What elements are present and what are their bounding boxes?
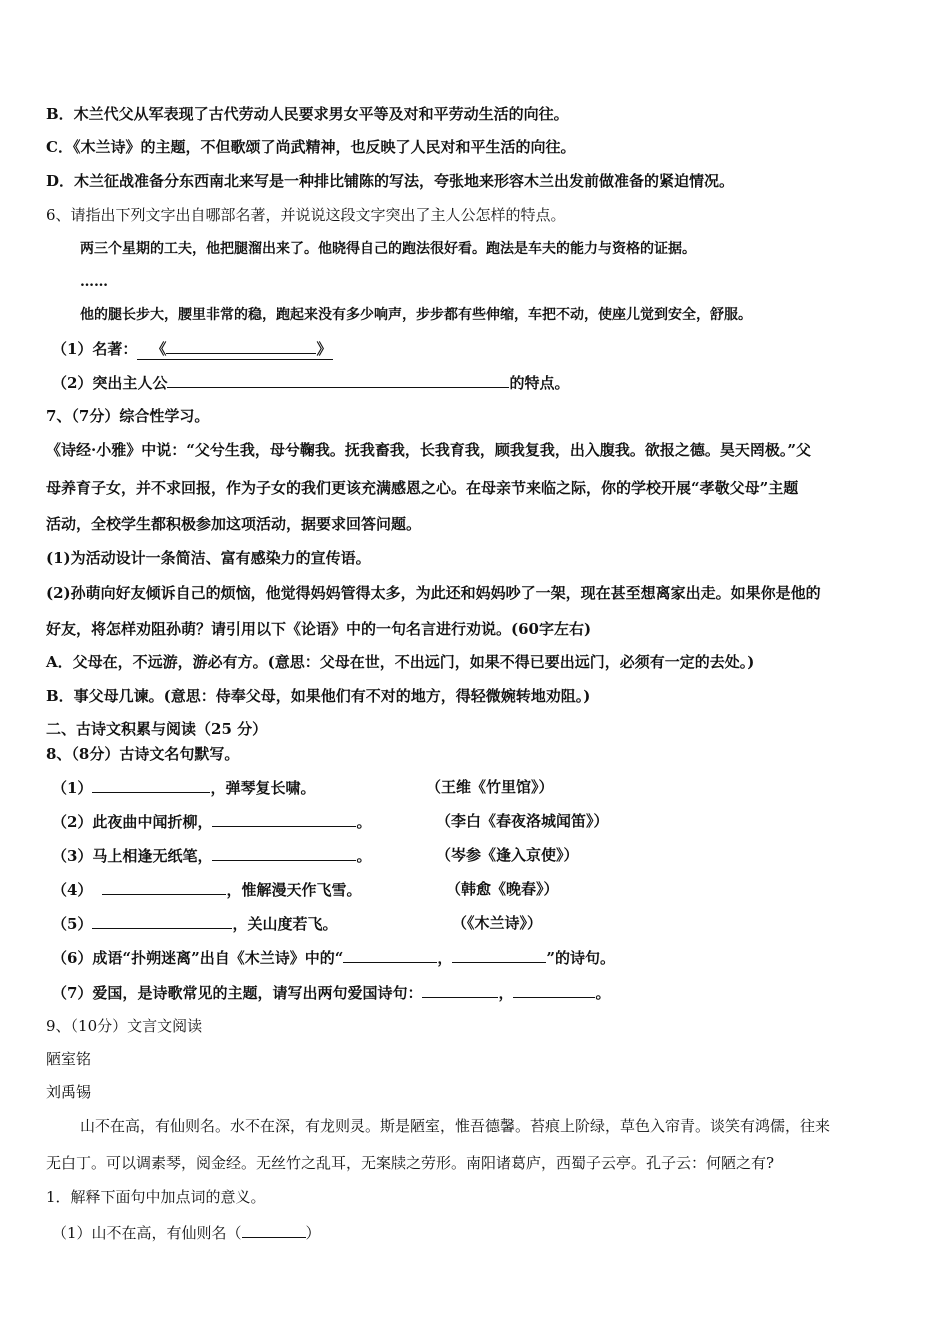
q8-row5-blank[interactable] (92, 913, 232, 929)
q8-row2 (52, 811, 371, 832)
q7-sub2-line1: (2)孙萌向好友倾诉自己的烦恼，他觉得妈妈管得太多，为此还和妈妈吵了一架，现在甚至想离家出走。如果你是他的 (46, 584, 821, 602)
q8-row6-comma: ， (437, 949, 453, 967)
q7-option-a: A．父母在，不远游，游必有方。(意思：父母在世，不出远门，如果不得已要出远门，必须有一定的去处。) (46, 653, 755, 671)
q8-row3-end: 。 (356, 847, 372, 865)
q6-item1 (52, 339, 333, 360)
q8-row6-blank1[interactable] (343, 947, 437, 963)
q7-paragraph-line1: 《诗经·小雅》中说：“父兮生我，母兮鞠我。抚我畜我，长我育我，顾我复我，出入腹我。欲报之德。昊天罔极。”父 (46, 441, 811, 459)
q8-row7 (52, 982, 610, 1003)
q8-row2-source: （李白《春夜洛城闻笛》） (436, 812, 609, 830)
q6-character-blank[interactable] (167, 372, 509, 388)
q8-row6 (52, 947, 615, 968)
q8-row6-text: （6）成语“扑朔迷离”出自《木兰诗》中的“ (52, 949, 344, 967)
q8-row7-blank1[interactable] (422, 982, 498, 998)
q6-ellipsis: …… (80, 274, 108, 290)
q8-row2-end: 。 (356, 813, 372, 831)
q6-book-open-mark: 《 (151, 340, 167, 358)
q8-row7-blank2[interactable] (513, 982, 595, 998)
q8-row2-blank[interactable] (212, 811, 356, 827)
q9-text-line1: 山不在高，有仙则名。水不在深，有龙则灵。斯是陋室，惟吾德馨。苔痕上阶绿，草色入帘青。谈笑有鸿儒，往来 (80, 1117, 831, 1135)
q8-row1-text: ，弹琴复长啸。 (210, 779, 316, 797)
q6-item2-tail: 的特点。 (509, 374, 570, 392)
q8-row5-source: （《木兰诗》） (452, 914, 543, 932)
q6-passage-line2: 他的腿长步大，腰里非常的稳，跑起来没有多少响声，步步都有些伸缩，车把不动，使座儿觉到安全，舒服。 (80, 307, 752, 323)
q8-row3-text: （3）马上相逢无纸笔， (52, 847, 213, 865)
q9-text-line2: 无白丁。可以调素琴，阅金经。无丝竹之乱耳，无案牍之劳形。南阳诸葛庐，西蜀子云亭。孔子云：何陋之有? (46, 1154, 775, 1172)
q9-sub1: 1．解释下面句中加点词的意义。 (46, 1188, 266, 1206)
q9-title: 陋室铭 (46, 1050, 92, 1068)
q9-stem: 9、（10分）文言文阅读 (46, 1017, 203, 1035)
q6-passage-line1: 两三个星期的工夫，他把腿溜出来了。他晓得自己的跑法很好看。跑法是车夫的能力与资格的证据。 (80, 241, 696, 257)
q8-row1-blank[interactable] (92, 777, 210, 793)
q8-row7-comma: ， (498, 984, 514, 1002)
q5-option-d: D．木兰征战准备分东西南北来写是一种排比铺陈的写法，夸张地来形容木兰出发前做准备的紧迫情况。 (46, 172, 735, 190)
q8-stem: 8、（8分）古诗文名句默写。 (46, 745, 240, 763)
q5-option-c: C．《木兰诗》的主题，不但歌颂了尚武精神，也反映了人民对和平生活的向往。 (46, 138, 576, 156)
q9-sub1-item1 (52, 1222, 321, 1243)
q6-book-close-mark: 》 (316, 340, 332, 358)
q6-item1-label: （1）名著： (52, 340, 138, 358)
q6-item2-label: （2）突出主人公 (52, 374, 168, 392)
q8-row5-num: （5） (52, 915, 93, 933)
q8-row6-blank2[interactable] (452, 947, 546, 963)
q8-row2-text: （2）此夜曲中闻折柳， (52, 813, 213, 831)
q7-option-b: B．事父母几谏。(意思：侍奉父母，如果他们有不对的地方，得轻微婉转地劝阻。) (46, 687, 591, 705)
q8-row4 (52, 879, 361, 900)
q6-stem: 6、请指出下列文字出自哪部名著，并说说这段文字突出了主人公怎样的特点。 (46, 206, 566, 224)
q8-row4-num: （4） (52, 881, 93, 899)
q8-row5-text: ，关山度若飞。 (232, 915, 338, 933)
q8-row1-source: （王维《竹里馆》） (426, 778, 554, 796)
q6-item2 (52, 372, 569, 393)
q7-stem: 7、（7分）综合性学习。 (46, 407, 210, 425)
q8-row4-text: ，惟解漫天作飞雪。 (226, 881, 362, 899)
q7-sub1: (1)为活动设计一条简洁、富有感染力的宣传语。 (46, 549, 371, 567)
q8-row3-blank[interactable] (212, 845, 356, 861)
q7-sub2-line2: 好友，将怎样劝阻孙萌？请引用以下《论语》中的一句名言进行劝说。(60字左右) (46, 620, 592, 638)
q8-row3 (52, 845, 371, 866)
q6-masterpiece-blank[interactable] (137, 339, 333, 360)
q8-row6-end: ”的诗句。 (546, 949, 615, 967)
q8-row4-source: （韩愈《晚春》） (446, 880, 559, 898)
q7-paragraph-line3: 活动，全校学生都积极参加这项活动，据要求回答问题。 (46, 515, 422, 533)
q8-row5 (52, 913, 337, 934)
q8-row7-text: （7）爱国，是诗歌常见的主题，请写出两句爱国诗句： (52, 984, 423, 1002)
q8-row1 (52, 777, 315, 798)
q9-sub1-item1-blank[interactable] (242, 1222, 306, 1238)
q9-sub1-item1-text: （1）山不在高，有仙则名（ (52, 1224, 242, 1242)
q8-row1-num: （1） (52, 779, 93, 797)
q8-row4-blank[interactable] (102, 879, 226, 895)
q5-option-b: B．木兰代父从军表现了古代劳动人民要求男女平等及对和平劳动生活的向往。 (46, 105, 569, 123)
q9-sub1-item1-end: ） (305, 1224, 321, 1242)
q8-row3-source: （岑参《逢入京使》） (436, 846, 579, 864)
q7-paragraph-line2: 母养育子女，并不求回报，作为子女的我们更该充满感恩之心。在母亲节来临之际，你的学校开展“孝敬父母”主题 (46, 479, 799, 497)
section2-heading: 二、古诗文积累与阅读（25 分） (46, 720, 268, 738)
q9-author: 刘禹锡 (46, 1083, 92, 1101)
q8-row7-end: 。 (595, 984, 611, 1002)
